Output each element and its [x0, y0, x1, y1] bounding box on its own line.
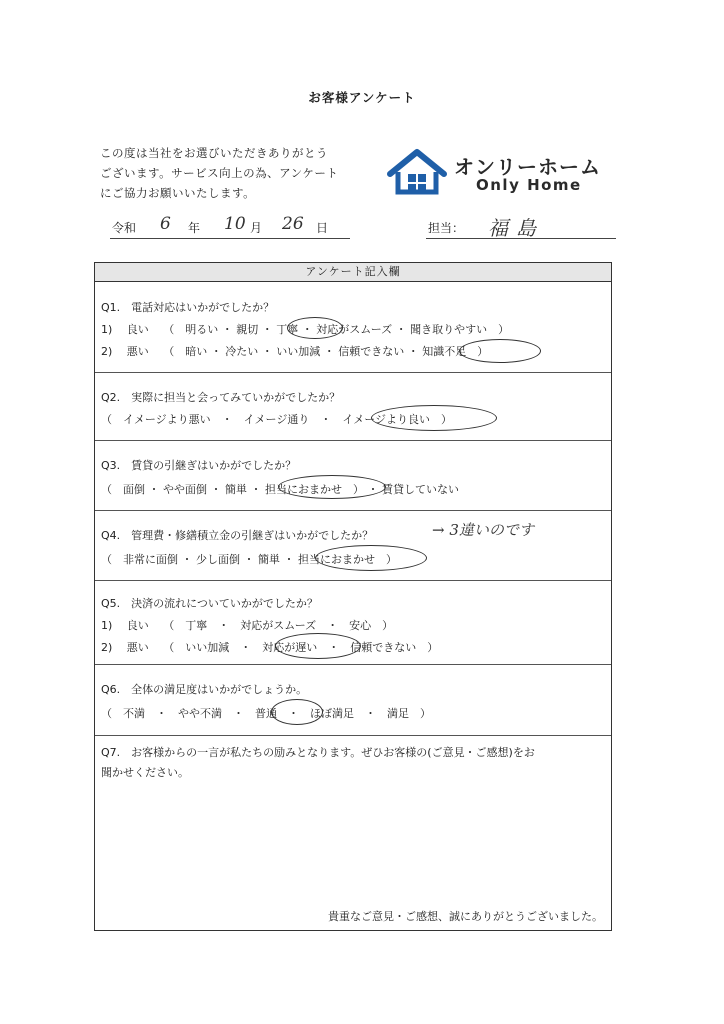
q2-options: （ イメージより悪い ・ イメージ通り ・ イメージより良い ）: [101, 413, 453, 426]
survey-header: アンケート記入欄: [95, 263, 611, 282]
logo-text-jp: オンリーホーム: [454, 155, 601, 179]
q1-question: Q1. 電話対応はいかがでしたか？: [101, 301, 275, 314]
q6-question: Q6. 全体の満足度はいかがでしょうか。: [101, 683, 308, 696]
question-q6: [95, 665, 611, 736]
staff-name: 福島: [488, 216, 544, 240]
closing-message: 貴重なご意見・ご感想、誠にありがとうございました。: [328, 910, 603, 923]
question-q1: [95, 283, 611, 373]
q5-option-good: 1) 良い （ 丁寧 ・ 対応がスムーズ ・ 安心 ）: [101, 619, 394, 632]
question-q5: [95, 581, 611, 665]
date-year: 6: [160, 214, 171, 234]
q5-question: Q5. 決済の流れについていかがでしたか？: [101, 597, 318, 610]
question-q2: [95, 373, 611, 441]
date-month-unit: 月: [250, 221, 263, 235]
q4-options: （ 非常に面倒 ・ 少し面倒 ・ 簡単 ・ 担当におまかせ ）: [101, 553, 397, 566]
q6-options: （ 不満 ・ やや不満 ・ 普通 ・ ほぼ満足 ・ 満足 ）: [101, 707, 431, 720]
q7-question-line2: 聞かせください。: [101, 766, 189, 779]
page-title: お客様アンケート: [308, 90, 416, 105]
q7-question-line1: Q7. お客様からの一言が私たちの励みとなります。ぜひお客様の(ご意見・ご感想)をお: [101, 746, 535, 759]
handwritten-note: → 3違いのです: [432, 521, 534, 539]
question-q3: [95, 441, 611, 511]
company-logo: [386, 148, 616, 196]
intro-line: にご協力お願いいたします。: [100, 186, 256, 200]
intro-text: [100, 143, 370, 203]
q2-question: Q2. 実際に担当と会ってみていかがでしたか？: [101, 391, 341, 404]
date-day-unit: 日: [316, 221, 329, 235]
staff-field: [426, 216, 616, 239]
house-logo-icon: [386, 148, 448, 196]
date-day: 26: [282, 214, 304, 234]
logo-text-en: Only Home: [476, 176, 582, 194]
date-field: [110, 216, 350, 239]
question-q4: [95, 511, 611, 581]
intro-line: この度は当社をお選びいただきありがとう: [100, 146, 328, 160]
question-q7: [95, 736, 611, 930]
q4-question: Q4. 管理費・修繕積立金の引継ぎはいかがでしたか？: [101, 529, 374, 542]
q1-option-good: 1) 良い （ 明るい ・ 親切 ・ 丁寧 ・ 対応がスムーズ ・ 聞き取りやすい ）: [101, 323, 510, 336]
q3-question: Q3. 賃貸の引継ぎはいかがでしたか？: [101, 459, 297, 472]
date-month: 10: [224, 214, 246, 234]
intro-line: ございます。サービス向上の為、アンケート: [100, 166, 339, 180]
staff-label: 担当：: [428, 221, 465, 235]
q1-option-bad: 2) 悪い （ 暗い ・ 冷たい ・ いい加減 ・ 信頼できない ・ 知識不足 ）: [101, 345, 489, 358]
q3-options: （ 面倒 ・ やや面倒 ・ 簡単 ・ 担当におまかせ ） ・ 賃貸していない: [101, 483, 459, 496]
q5-option-bad: 2) 悪い （ いい加減 ・ 対応が遅い ・ 信頼できない ）: [101, 641, 439, 654]
survey-table: [94, 262, 612, 931]
date-year-unit: 年: [188, 221, 201, 235]
date-era: 令和: [112, 221, 137, 235]
